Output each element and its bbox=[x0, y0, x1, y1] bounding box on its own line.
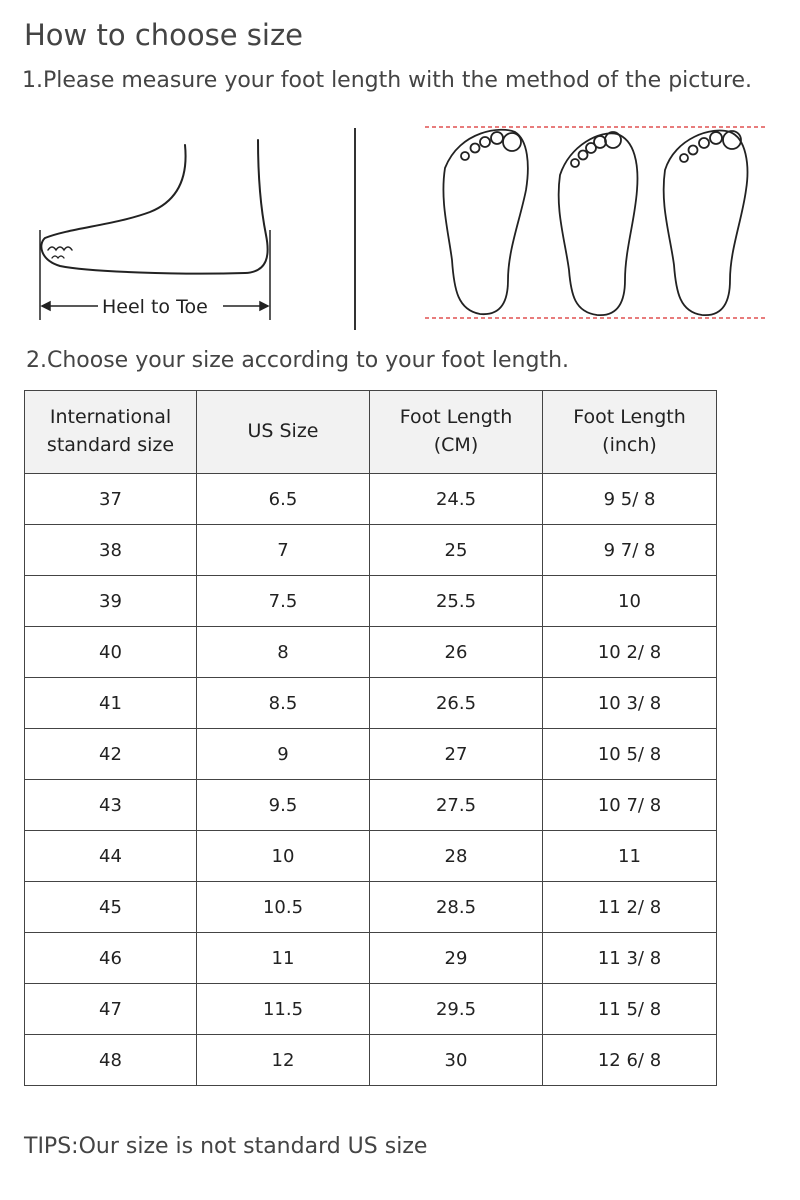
cell-international-size: 40 bbox=[25, 627, 197, 678]
table-row bbox=[25, 780, 717, 831]
cell-international-size: 38 bbox=[25, 525, 197, 576]
cell-foot-length-cm: 24.5 bbox=[370, 474, 543, 525]
cell-international-size: 44 bbox=[25, 831, 197, 882]
cell-us-size: 8.5 bbox=[197, 678, 370, 729]
header-foot-length-inch bbox=[543, 391, 717, 474]
side-foot-drawing bbox=[41, 140, 267, 274]
cell-us-size: 11.5 bbox=[197, 984, 370, 1035]
cell-international-size: 43 bbox=[25, 780, 197, 831]
cell-us-size: 6.5 bbox=[197, 474, 370, 525]
cell-us-size: 12 bbox=[197, 1035, 370, 1086]
cell-foot-length-cm: 27.5 bbox=[370, 780, 543, 831]
table-row bbox=[25, 525, 717, 576]
cell-international-size: 46 bbox=[25, 933, 197, 984]
cell-international-size: 37 bbox=[25, 474, 197, 525]
size-chart-table bbox=[24, 390, 717, 1086]
cell-us-size: 11 bbox=[197, 933, 370, 984]
header-line: (inch) bbox=[602, 434, 657, 456]
cell-international-size: 42 bbox=[25, 729, 197, 780]
cell-us-size: 7 bbox=[197, 525, 370, 576]
table-row bbox=[25, 1035, 717, 1086]
foot-outline-2 bbox=[559, 132, 638, 315]
header-line: (CM) bbox=[433, 434, 479, 456]
cell-international-size: 47 bbox=[25, 984, 197, 1035]
cell-foot-length-cm: 25.5 bbox=[370, 576, 543, 627]
cell-foot-length-inch: 10 2/ 8 bbox=[543, 627, 717, 678]
table-row bbox=[25, 933, 717, 984]
cell-international-size: 39 bbox=[25, 576, 197, 627]
table-row bbox=[25, 678, 717, 729]
cell-foot-length-inch: 10 bbox=[543, 576, 717, 627]
cell-foot-length-cm: 29 bbox=[370, 933, 543, 984]
table-row bbox=[25, 882, 717, 933]
cell-foot-length-cm: 26.5 bbox=[370, 678, 543, 729]
cell-foot-length-inch: 10 7/ 8 bbox=[543, 780, 717, 831]
cell-international-size: 41 bbox=[25, 678, 197, 729]
cell-foot-length-cm: 25 bbox=[370, 525, 543, 576]
header-line: International bbox=[49, 406, 172, 429]
header-foot-length-cm bbox=[370, 391, 543, 474]
header-line: Foot Length bbox=[399, 406, 513, 429]
cell-foot-length-inch: 9 5/ 8 bbox=[543, 474, 717, 525]
cell-foot-length-cm: 29.5 bbox=[370, 984, 543, 1035]
header-international-size bbox=[25, 391, 197, 474]
size-chart-header-row bbox=[25, 391, 717, 474]
cell-foot-length-cm: 28 bbox=[370, 831, 543, 882]
cell-foot-length-cm: 28.5 bbox=[370, 882, 543, 933]
header-line: US Size bbox=[247, 420, 319, 443]
step-1-instruction: 1.Please measure your foot length with the method of the picture. bbox=[22, 68, 753, 93]
cell-international-size: 48 bbox=[25, 1035, 197, 1086]
header-us-size bbox=[197, 391, 370, 474]
cell-international-size: 45 bbox=[25, 882, 197, 933]
cell-foot-length-cm: 26 bbox=[370, 627, 543, 678]
cell-foot-length-inch: 12 6/ 8 bbox=[543, 1035, 717, 1086]
table-row bbox=[25, 831, 717, 882]
header-line: Foot Length bbox=[573, 406, 686, 429]
page-title: How to choose size bbox=[24, 18, 304, 52]
cell-foot-length-inch: 11 bbox=[543, 831, 717, 882]
table-row bbox=[25, 729, 717, 780]
cell-foot-length-inch: 9 7/ 8 bbox=[543, 525, 717, 576]
foot-measurement-illustration bbox=[30, 120, 770, 340]
foot-outline-1 bbox=[443, 130, 527, 314]
heel-to-toe-label: Heel to Toe bbox=[102, 296, 208, 318]
cell-us-size: 8 bbox=[197, 627, 370, 678]
cell-foot-length-inch: 10 3/ 8 bbox=[543, 678, 717, 729]
cell-foot-length-inch: 11 2/ 8 bbox=[543, 882, 717, 933]
cell-us-size: 10 bbox=[197, 831, 370, 882]
table-row bbox=[25, 984, 717, 1035]
table-row bbox=[25, 576, 717, 627]
cell-foot-length-cm: 27 bbox=[370, 729, 543, 780]
table-row bbox=[25, 474, 717, 525]
size-chart-body bbox=[25, 474, 717, 1086]
cell-us-size: 7.5 bbox=[197, 576, 370, 627]
table-row bbox=[25, 627, 717, 678]
cell-us-size: 10.5 bbox=[197, 882, 370, 933]
step-2-instruction: 2.Choose your size according to your foot length. bbox=[26, 348, 570, 373]
cell-us-size: 9 bbox=[197, 729, 370, 780]
cell-us-size: 9.5 bbox=[197, 780, 370, 831]
foot-outline-3 bbox=[664, 131, 748, 316]
header-line: standard size bbox=[46, 434, 175, 456]
tips-note: TIPS:Our size is not standard US size bbox=[24, 1134, 428, 1159]
cell-foot-length-inch: 11 5/ 8 bbox=[543, 984, 717, 1035]
cell-foot-length-inch: 10 5/ 8 bbox=[543, 729, 717, 780]
cell-foot-length-cm: 30 bbox=[370, 1035, 543, 1086]
cell-foot-length-inch: 11 3/ 8 bbox=[543, 933, 717, 984]
